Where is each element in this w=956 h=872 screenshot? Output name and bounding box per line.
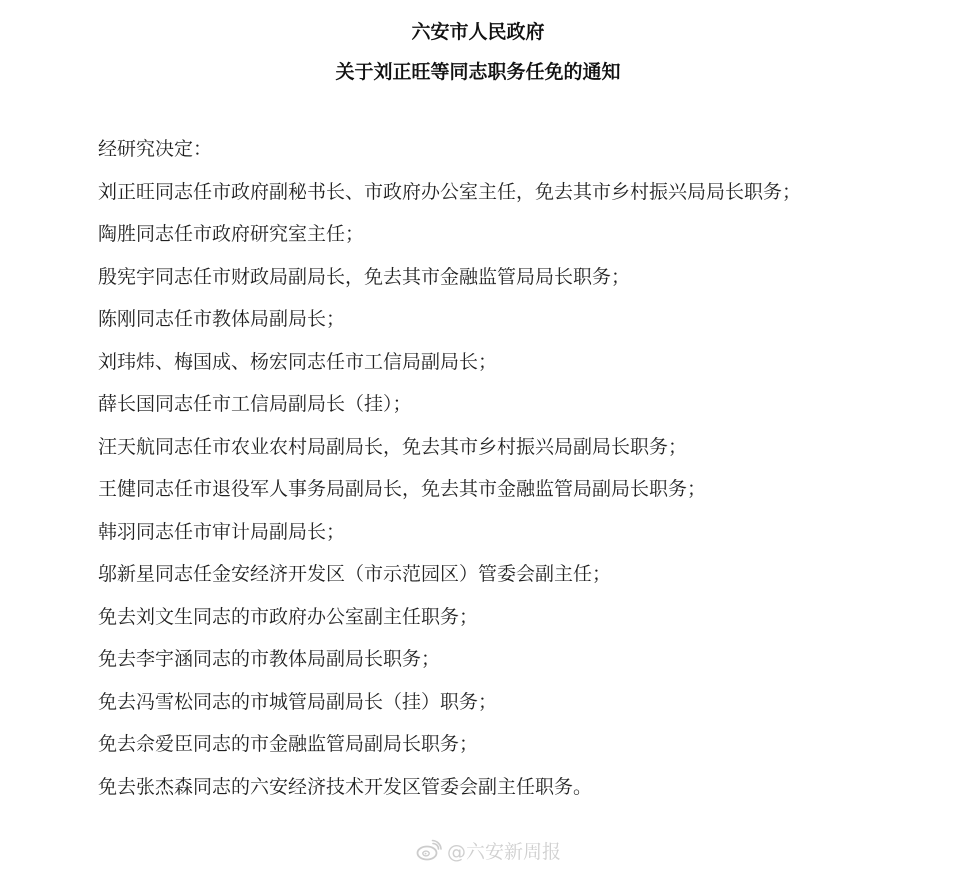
weibo-icon (416, 839, 442, 861)
notice-title: 关于刘正旺等同志职务任免的通知 (335, 61, 621, 83)
paragraph: 薛长国同志任市工信局副局长（挂）； (98, 393, 412, 415)
issuer-heading: 六安市人民政府 (411, 21, 545, 43)
paragraph: 韩羽同志任市审计局副局长； (98, 520, 346, 543)
notice-body (56, 128, 916, 808)
paragraph: 免去张杰森同志的六安经济技术开发区管委会副主任职务。 (98, 775, 593, 798)
paragraph: 刘正旺同志任市政府副秘书长、市政府办公室主任，免去其市乡村振兴局局长职务； (98, 180, 802, 203)
source-watermark (416, 836, 561, 864)
paragraph: 免去冯雪松同志的市城管局副局长（挂）职务； (98, 690, 498, 713)
paragraph: 陈刚同志任市教体局副局长； (98, 308, 346, 330)
paragraph: 陶胜同志任市政府研究室主任； (98, 223, 365, 245)
paragraph: 殷宪宇同志任市财政局副局长，免去其市金融监管局局长职务； (98, 265, 631, 288)
paragraph: 免去李宇涵同志的市教体局副局长职务； (98, 648, 441, 670)
watermark-text: @六安新周报 (447, 840, 562, 863)
paragraph: 邬新星同志任金安经济开发区（市示范园区）管委会副主任； (98, 563, 612, 585)
paragraph: 免去佘爱臣同志的市金融监管局副局长职务； (98, 733, 479, 755)
paragraph: 刘玮炜、梅国成、杨宏同志任市工信局副局长； (98, 350, 498, 373)
paragraph: 免去刘文生同志的市政府办公室副主任职务； (98, 605, 479, 628)
paragraph: 经研究决定： (98, 138, 213, 160)
paragraph: 汪天航同志任市农业农村局副局长，免去其市乡村振兴局副局长职务； (98, 435, 688, 458)
paragraph: 王健同志任市退役军人事务局副局长，免去其市金融监管局副局长职务； (98, 478, 707, 500)
